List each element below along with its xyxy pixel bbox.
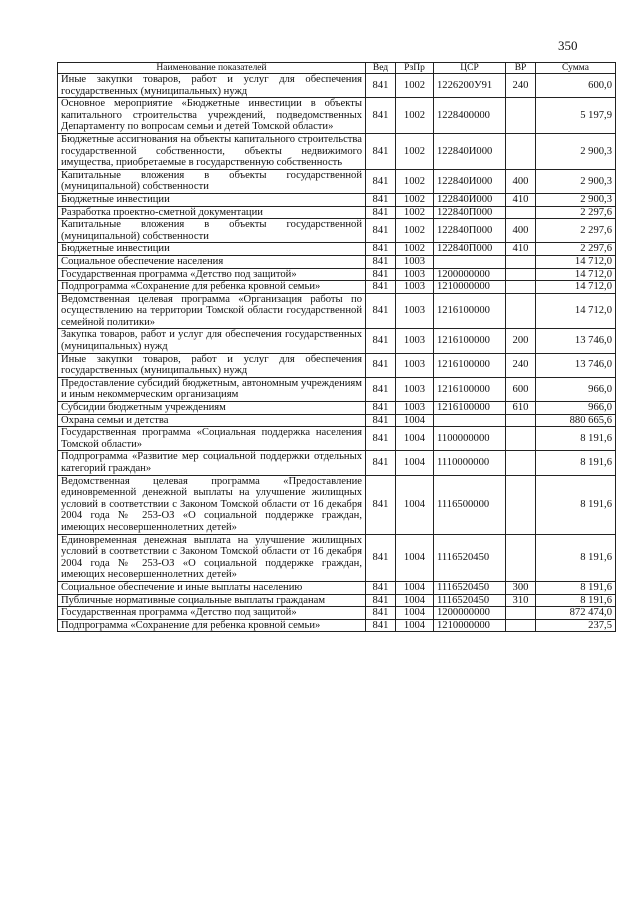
row-sum-cell: 14 712,0 (536, 281, 616, 294)
row-ved-cell: 841 (366, 427, 396, 451)
row-sum-cell: 2 297,6 (536, 243, 616, 256)
row-rzpr-cell: 1003 (396, 402, 434, 415)
row-rzpr-cell: 1002 (396, 133, 434, 169)
row-csr-cell: 1200000000 (434, 607, 506, 620)
row-ved-cell: 841 (366, 534, 396, 581)
row-vr-cell (506, 293, 536, 329)
row-ved-cell: 841 (366, 619, 396, 632)
row-ved-cell: 841 (366, 98, 396, 134)
row-csr-cell: 1200000000 (434, 268, 506, 281)
row-vr-cell (506, 414, 536, 427)
row-rzpr-cell: 1004 (396, 619, 434, 632)
row-sum-cell: 14 712,0 (536, 293, 616, 329)
row-sum-cell: 13 746,0 (536, 329, 616, 353)
row-vr-cell: 600 (506, 377, 536, 401)
row-csr-cell: 1216100000 (434, 353, 506, 377)
row-rzpr-cell: 1004 (396, 427, 434, 451)
row-csr-cell: 1110000000 (434, 451, 506, 475)
row-sum-cell: 2 900,3 (536, 133, 616, 169)
page-number: 350 (558, 38, 578, 53)
row-rzpr-cell: 1002 (396, 243, 434, 256)
row-name-cell: Подпрограмма «Сохранение для ребенка кровной семьи» (58, 619, 366, 632)
table-row (58, 402, 616, 415)
row-csr-cell: 1216100000 (434, 293, 506, 329)
row-ved-cell: 841 (366, 594, 396, 607)
row-name-cell: Иные закупки товаров, работ и услуг для обеспечения государственных (муниципальных) нужд (58, 353, 366, 377)
row-vr-cell (506, 451, 536, 475)
row-ved-cell: 841 (366, 353, 396, 377)
row-csr-cell: 1216100000 (434, 377, 506, 401)
row-name-cell: Государственная программа «Детство под защитой» (58, 607, 366, 620)
row-csr-cell: 122840П000 (434, 219, 506, 243)
row-rzpr-cell: 1003 (396, 353, 434, 377)
table-row (58, 329, 616, 353)
row-ved-cell: 841 (366, 169, 396, 193)
row-vr-cell (506, 206, 536, 219)
header-csr: ЦСР (434, 63, 506, 74)
row-rzpr-cell: 1004 (396, 451, 434, 475)
row-ved-cell: 841 (366, 193, 396, 206)
table-row (58, 169, 616, 193)
row-csr-cell: 1210000000 (434, 281, 506, 294)
header-ved: Вед (366, 63, 396, 74)
row-rzpr-cell: 1003 (396, 281, 434, 294)
table-row (58, 293, 616, 329)
table-row (58, 451, 616, 475)
row-csr-cell: 122840И000 (434, 133, 506, 169)
row-csr-cell: 122840П000 (434, 206, 506, 219)
row-ved-cell: 841 (366, 268, 396, 281)
row-ved-cell: 841 (366, 414, 396, 427)
row-vr-cell: 610 (506, 402, 536, 415)
row-ved-cell: 841 (366, 475, 396, 534)
row-ved-cell: 841 (366, 451, 396, 475)
row-name-cell: Разработка проектно-сметной документации (58, 206, 366, 219)
row-sum-cell: 8 191,6 (536, 451, 616, 475)
row-csr-cell: 122840П000 (434, 243, 506, 256)
row-name-cell: Бюджетные инвестиции (58, 243, 366, 256)
row-name-cell: Ведомственная целевая программа «Организация работы по осуществлению на территории Томской области государственной семейной политики» (58, 293, 366, 329)
table-row (58, 193, 616, 206)
row-sum-cell: 966,0 (536, 377, 616, 401)
row-sum-cell: 600,0 (536, 74, 616, 98)
row-csr-cell: 1116520450 (434, 594, 506, 607)
table-row (58, 607, 616, 620)
row-rzpr-cell: 1004 (396, 607, 434, 620)
budget-table (57, 62, 616, 632)
row-csr-cell: 1216100000 (434, 402, 506, 415)
row-csr-cell: 1116520450 (434, 534, 506, 581)
row-rzpr-cell: 1003 (396, 268, 434, 281)
table-row (58, 353, 616, 377)
header-sum: Сумма (536, 63, 616, 74)
row-sum-cell: 14 712,0 (536, 255, 616, 268)
row-vr-cell: 200 (506, 329, 536, 353)
row-name-cell: Государственная программа «Детство под защитой» (58, 268, 366, 281)
row-csr-cell: 1116500000 (434, 475, 506, 534)
row-vr-cell (506, 534, 536, 581)
row-vr-cell (506, 268, 536, 281)
row-name-cell: Государственная программа «Социальная поддержка населения Томской области» (58, 427, 366, 451)
row-rzpr-cell: 1004 (396, 594, 434, 607)
table-row (58, 268, 616, 281)
row-csr-cell: 122840И000 (434, 193, 506, 206)
row-rzpr-cell: 1004 (396, 475, 434, 534)
table-row (58, 377, 616, 401)
row-sum-cell: 8 191,6 (536, 427, 616, 451)
row-vr-cell: 310 (506, 594, 536, 607)
table-row (58, 475, 616, 534)
row-vr-cell (506, 619, 536, 632)
row-sum-cell: 8 191,6 (536, 581, 616, 594)
row-name-cell: Капитальные вложения в объекты государственной (муниципальной) собственности (58, 219, 366, 243)
row-sum-cell: 872 474,0 (536, 607, 616, 620)
row-name-cell: Социальное обеспечение и иные выплаты населению (58, 581, 366, 594)
row-vr-cell: 240 (506, 353, 536, 377)
table-row (58, 98, 616, 134)
row-ved-cell: 841 (366, 281, 396, 294)
table-row (58, 619, 616, 632)
row-csr-cell: 1216100000 (434, 329, 506, 353)
row-sum-cell: 237,5 (536, 619, 616, 632)
row-sum-cell: 13 746,0 (536, 353, 616, 377)
row-vr-cell (506, 255, 536, 268)
row-rzpr-cell: 1002 (396, 74, 434, 98)
table-row (58, 243, 616, 256)
row-sum-cell: 880 665,6 (536, 414, 616, 427)
row-name-cell: Основное мероприятие «Бюджетные инвестиции в объекты капитального строительства учреждений, подведомственных Департаменту по вопросам семьи и детей Томской области» (58, 98, 366, 134)
row-rzpr-cell: 1004 (396, 534, 434, 581)
row-vr-cell (506, 607, 536, 620)
row-name-cell: Бюджетные инвестиции (58, 193, 366, 206)
row-csr-cell: 1210000000 (434, 619, 506, 632)
row-ved-cell: 841 (366, 293, 396, 329)
row-ved-cell: 841 (366, 243, 396, 256)
table-row (58, 255, 616, 268)
table-row (58, 427, 616, 451)
row-ved-cell: 841 (366, 219, 396, 243)
row-rzpr-cell: 1003 (396, 293, 434, 329)
row-ved-cell: 841 (366, 206, 396, 219)
row-sum-cell: 8 191,6 (536, 475, 616, 534)
table-row (58, 281, 616, 294)
row-sum-cell: 2 900,3 (536, 193, 616, 206)
row-ved-cell: 841 (366, 133, 396, 169)
row-rzpr-cell: 1003 (396, 377, 434, 401)
row-vr-cell: 400 (506, 169, 536, 193)
row-name-cell: Подпрограмма «Сохранение для ребенка кровной семьи» (58, 281, 366, 294)
row-vr-cell (506, 98, 536, 134)
row-sum-cell: 8 191,6 (536, 534, 616, 581)
row-rzpr-cell: 1002 (396, 98, 434, 134)
table-row (58, 414, 616, 427)
row-name-cell: Субсидии бюджетным учреждениям (58, 402, 366, 415)
row-rzpr-cell: 1003 (396, 255, 434, 268)
table-row (58, 133, 616, 169)
row-name-cell: Предоставление субсидий бюджетным, автономным учреждениям и иным некоммерческим организациям (58, 377, 366, 401)
row-name-cell: Социальное обеспечение населения (58, 255, 366, 268)
row-vr-cell: 410 (506, 243, 536, 256)
header-rzpr: РзПр (396, 63, 434, 74)
row-csr-cell: 1228400000 (434, 98, 506, 134)
table-row (58, 74, 616, 98)
row-ved-cell: 841 (366, 607, 396, 620)
row-sum-cell: 966,0 (536, 402, 616, 415)
row-rzpr-cell: 1002 (396, 206, 434, 219)
row-name-cell: Публичные нормативные социальные выплаты гражданам (58, 594, 366, 607)
row-name-cell: Ведомственная целевая программа «Предоставление единовременной денежной выплаты на улучшение жилищных условий в соответствии с Законом Томской области от 16 декабря 2004 года № 253-ОЗ «О социальной поддержке граждан, имеющих несовершеннолетних детей» (58, 475, 366, 534)
row-name-cell: Закупка товаров, работ и услуг для обеспечения государственных (муниципальных) нужд (58, 329, 366, 353)
row-vr-cell (506, 427, 536, 451)
row-name-cell: Единовременная денежная выплата на улучшение жилищных условий в соответствии с Законом Томской области от 16 декабря 2004 года № 253-ОЗ «О социальной поддержке граждан, имеющих несовершеннолетних детей» (58, 534, 366, 581)
row-vr-cell: 300 (506, 581, 536, 594)
table-row (58, 594, 616, 607)
row-csr-cell: 1100000000 (434, 427, 506, 451)
row-name-cell: Бюджетные ассигнования на объекты капитального строительства государственной собственности, объекты недвижимого имущества, приобретаемые в государственную собственность (58, 133, 366, 169)
row-sum-cell: 14 712,0 (536, 268, 616, 281)
table-row (58, 581, 616, 594)
row-rzpr-cell: 1002 (396, 219, 434, 243)
table-row (58, 534, 616, 581)
row-ved-cell: 841 (366, 329, 396, 353)
row-name-cell: Иные закупки товаров, работ и услуг для обеспечения государственных (муниципальных) нужд (58, 74, 366, 98)
row-sum-cell: 2 297,6 (536, 219, 616, 243)
row-vr-cell (506, 281, 536, 294)
row-name-cell: Подпрограмма «Развитие мер социальной поддержки отдельных категорий граждан» (58, 451, 366, 475)
row-rzpr-cell: 1004 (396, 581, 434, 594)
table-row (58, 206, 616, 219)
header-name: Наименование показателей (58, 63, 366, 74)
row-rzpr-cell: 1004 (396, 414, 434, 427)
row-csr-cell: 1116520450 (434, 581, 506, 594)
row-sum-cell: 2 900,3 (536, 169, 616, 193)
row-ved-cell: 841 (366, 74, 396, 98)
row-name-cell: Капитальные вложения в объекты государственной (муниципальной) собственности (58, 169, 366, 193)
row-csr-cell: 122840И000 (434, 169, 506, 193)
row-sum-cell: 2 297,6 (536, 206, 616, 219)
table-row (58, 219, 616, 243)
row-rzpr-cell: 1003 (396, 329, 434, 353)
row-csr-cell (434, 414, 506, 427)
row-sum-cell: 8 191,6 (536, 594, 616, 607)
row-rzpr-cell: 1002 (396, 193, 434, 206)
row-vr-cell: 410 (506, 193, 536, 206)
row-name-cell: Охрана семьи и детства (58, 414, 366, 427)
row-ved-cell: 841 (366, 581, 396, 594)
header-vr: ВР (506, 63, 536, 74)
row-ved-cell: 841 (366, 255, 396, 268)
row-csr-cell (434, 255, 506, 268)
row-csr-cell: 1226200У91 (434, 74, 506, 98)
row-ved-cell: 841 (366, 377, 396, 401)
row-sum-cell: 5 197,9 (536, 98, 616, 134)
row-vr-cell: 400 (506, 219, 536, 243)
row-vr-cell: 240 (506, 74, 536, 98)
row-vr-cell (506, 133, 536, 169)
row-vr-cell (506, 475, 536, 534)
row-rzpr-cell: 1002 (396, 169, 434, 193)
table-body (58, 74, 616, 632)
row-ved-cell: 841 (366, 402, 396, 415)
table-header-row (58, 63, 616, 74)
